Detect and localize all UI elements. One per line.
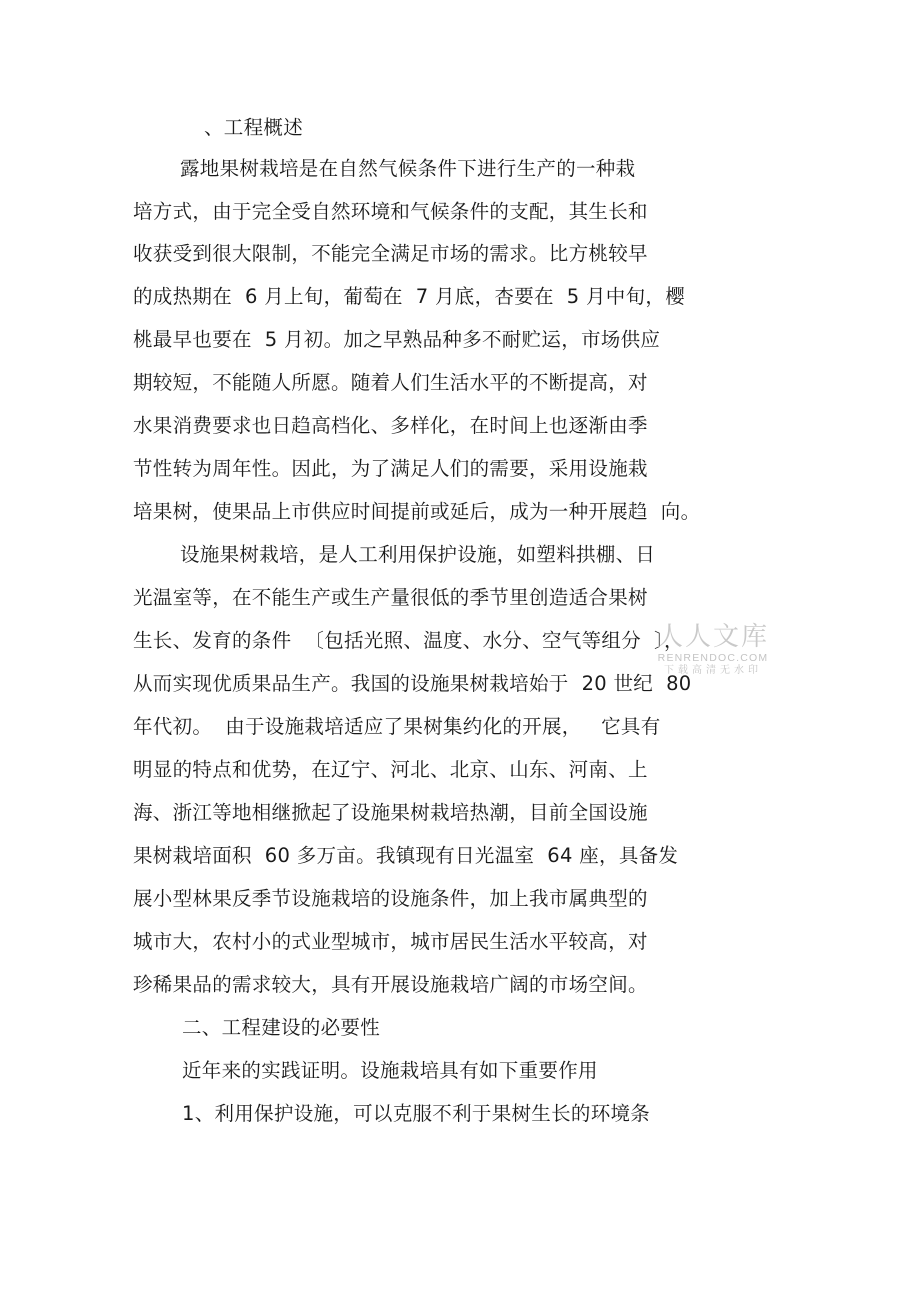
paragraph-line: 生长、发育的条件 〔包括光照、温度、水分、空气等组分 〕， xyxy=(133,629,684,652)
watermark-subtitle: 下载高清无水印 xyxy=(664,665,762,676)
paragraph-line: 年代初。 由于设施栽培适应了果树集约化的开展， 它具有 xyxy=(133,715,661,738)
paragraph-line: 珍稀果品的需求较大，具有开展设施栽培广阔的市场空间。 xyxy=(133,973,648,996)
paragraph-line: 培方式，由于完全受自然环境和气候条件的支配，其生长和 xyxy=(133,200,648,223)
section-heading: 、工程概述 xyxy=(204,116,304,139)
section-heading: 二、工程建设的必要性 xyxy=(182,1016,381,1039)
paragraph-line: 城市大，农村小的式业型城市，城市居民生活水平较高，对 xyxy=(133,930,648,953)
paragraph-line: 的成热期在 6 月上旬，葡萄在 7 月底，杏要在 5 月中旬，樱 xyxy=(133,285,686,308)
paragraph-line: 海、浙江等地相继掀起了设施果树栽培热潮，目前全国设施 xyxy=(133,801,648,824)
paragraph-line: 收获受到很大限制，不能完全满足市场的需求。比方桃较早 xyxy=(133,242,648,265)
watermark-title: 人人文库 xyxy=(656,622,769,652)
paragraph-line: 培果树，使果品上市供应时间提前或延后，成为一种开展趋 向。 xyxy=(133,500,701,523)
paragraph-line: 露地果树栽培是在自然气候条件下进行生产的一种栽 xyxy=(180,157,636,180)
paragraph-line: 桃最早也要在 5 月初。加之早熟品种多不耐贮运，市场供应 xyxy=(133,328,661,351)
paragraph-line: 明显的特点和优势，在辽宁、河北、北京、山东、河南、上 xyxy=(133,758,648,781)
paragraph-line: 节性转为周年性。因此，为了满足人们的需要，采用设施栽 xyxy=(133,457,648,480)
watermark-domain: RENRENDOC.COM xyxy=(657,652,769,664)
paragraph-line: 水果消费要求也日趋高档化、多样化，在时间上也逐渐由季 xyxy=(133,414,648,437)
paragraph-line: 从而实现优质果品生产。我国的设施果树栽培始于 20 世纪 80 xyxy=(133,672,692,695)
paragraph-line: 1、利用保护设施，可以克服不利于果树生长的环境条 xyxy=(182,1102,651,1125)
paragraph-line: 光温室等，在不能生产或生产量很低的季节里创造适合果树 xyxy=(133,586,648,609)
paragraph-line: 设施果树栽培，是人工利用保护设施，如塑料拱棚、日 xyxy=(180,543,656,566)
paragraph-line: 展小型林果反季节设施栽培的设施条件，加上我市属典型的 xyxy=(133,887,648,910)
paragraph-line: 期较短，不能随人所愿。随着人们生活水平的不断提高，对 xyxy=(133,371,648,394)
paragraph-line: 果树栽培面积 60 多万亩。我镇现有日光温室 64 座，具备发 xyxy=(133,844,679,867)
paragraph-line: 近年来的实践证明。设施栽培具有如下重要作用 xyxy=(182,1059,598,1082)
